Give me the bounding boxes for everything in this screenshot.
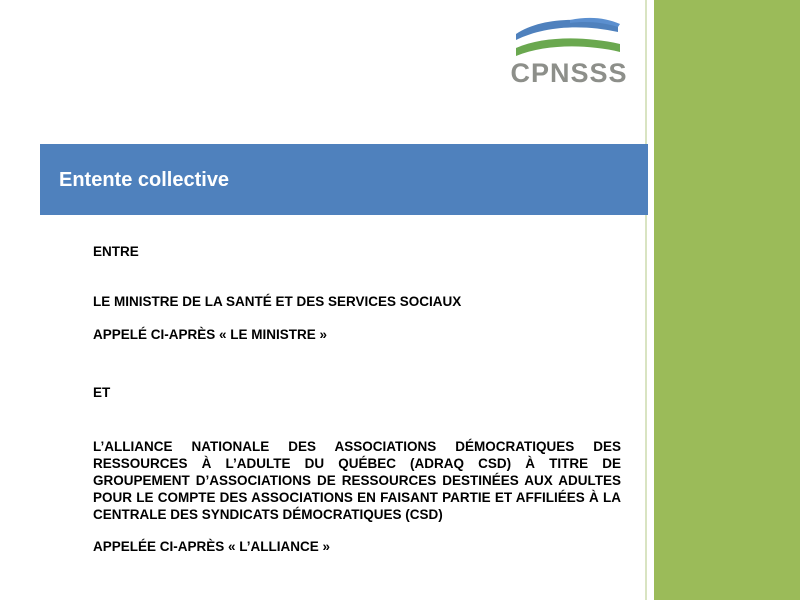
paragraph-appelee-alliance: APPELÉE CI-APRÈS « L’ALLIANCE » bbox=[93, 539, 331, 554]
page-title: Entente collective bbox=[59, 169, 230, 191]
side-divider-line bbox=[645, 0, 647, 600]
title-band bbox=[40, 144, 648, 215]
paragraph-et: ET bbox=[93, 385, 111, 400]
paragraph-alliance: L’ALLIANCE NATIONALE DES ASSOCIATIONS DÉMOCRATIQUES DES RESSOURCES À L’ADULTE DU QUÉBEC (ADRAQ CSD) À TITRE DE GROUPEMENT D’ASSOCIATIONS DE RESSOURCES DESTINÉES AUX ADULTES POUR LE COMPTE DES ASSOCIATIONS EN FAISANT PARTIE ET AFFILIÉES À LA CENTRALE DES SYNDICATS DÉMOCRATIQUES (CSD) bbox=[93, 439, 621, 522]
paragraph-appele-ministre: APPELÉ CI-APRÈS « LE MINISTRE » bbox=[93, 327, 328, 342]
paragraph-entre: ENTRE bbox=[93, 244, 139, 259]
green-side-panel bbox=[654, 0, 800, 600]
logo-text: CPNSSS bbox=[510, 58, 628, 88]
cpnsss-logo bbox=[510, 14, 628, 92]
logo-swoosh-icon bbox=[510, 14, 628, 62]
paragraph-ministre: LE MINISTRE DE LA SANTÉ ET DES SERVICES SOCIAUX bbox=[93, 294, 462, 309]
